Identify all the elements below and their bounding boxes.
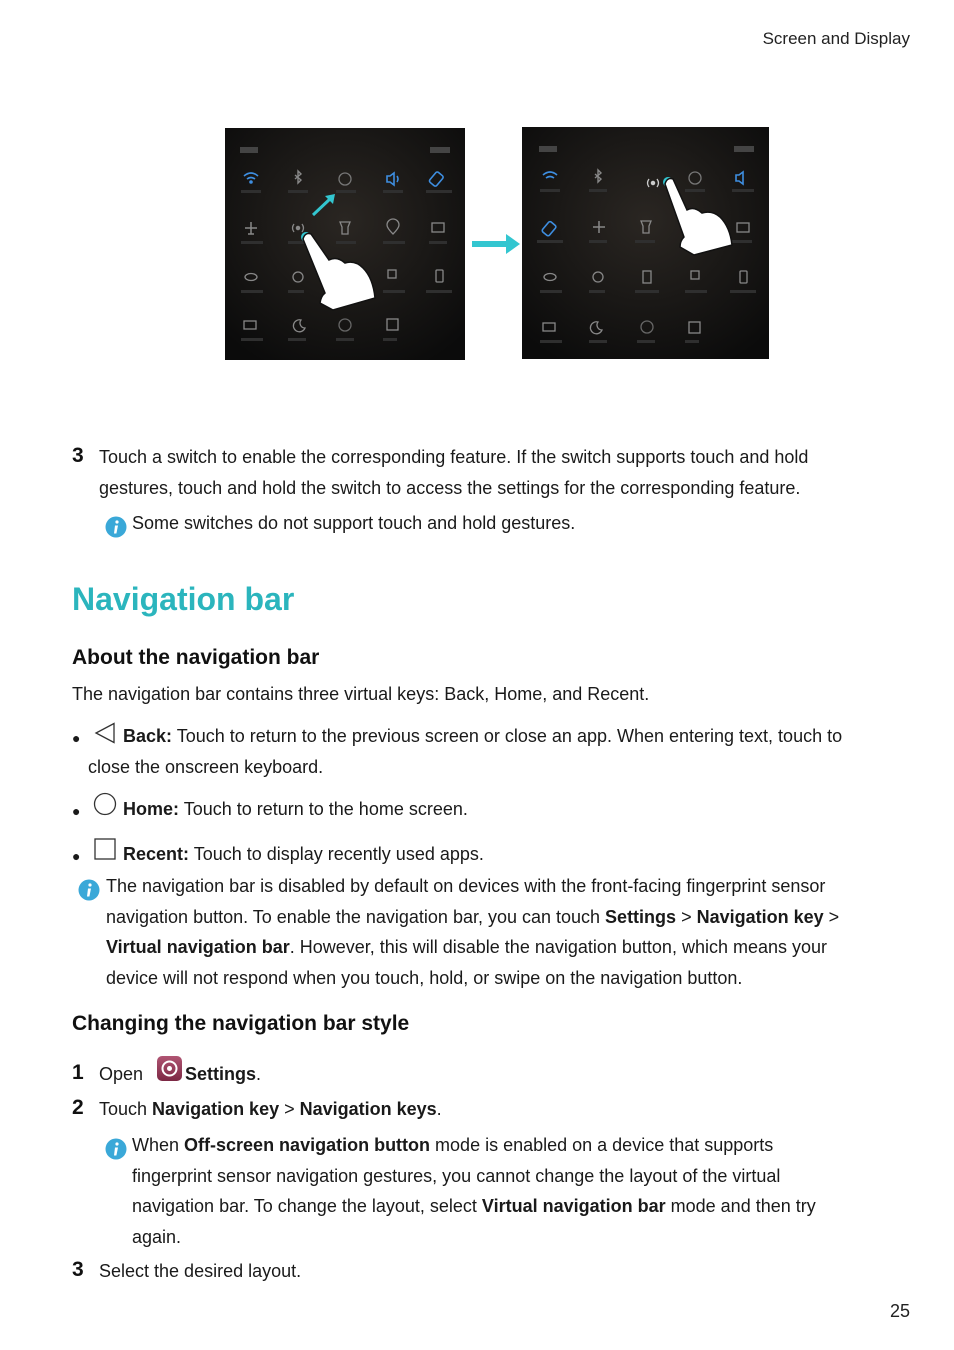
note-text: navigation button. To enable the navigation bar, you can touch — [106, 906, 606, 927]
step-1-text — [99, 1059, 143, 1090]
bullet-recent — [123, 839, 484, 870]
note-line — [132, 1191, 902, 1222]
step-3-line: Touch a switch to enable the corresponding feature. If the switch supports touch and hold — [99, 447, 809, 467]
step-text: . — [256, 1064, 262, 1084]
bullet-text: close the onscreen keyboard. — [88, 757, 324, 777]
step-3-layout-text: Select the desired layout. — [99, 1261, 302, 1281]
toggles-screenshot-before — [225, 128, 465, 360]
bullet-text: Touch to return to the home screen. — [183, 799, 468, 819]
subsection-heading: About the navigation bar — [72, 646, 320, 669]
step-number: 3 — [72, 1258, 84, 1281]
transition-arrow-icon — [470, 232, 522, 256]
home-key-icon — [93, 792, 117, 821]
step-number: 2 — [72, 1096, 84, 1119]
info-icon — [105, 516, 127, 538]
note-text: . However, this will disable the navigation button, which means your — [289, 937, 828, 957]
offscreen-mode-label: Off-screen navigation button — [184, 1135, 431, 1155]
bullet-back — [123, 721, 842, 752]
back-key-icon — [94, 722, 118, 749]
note-line: again. — [132, 1226, 182, 1247]
path-separator: > — [676, 906, 697, 927]
info-icon — [78, 879, 100, 901]
navigation-note — [106, 871, 906, 993]
path-separator: > — [823, 906, 840, 927]
intro-text: The navigation bar contains three virtual keys: Back, Home, and Recent. — [72, 684, 650, 704]
note-text: When — [132, 1135, 185, 1155]
navkey-path: Navigation key — [152, 1099, 280, 1119]
step-text: Touch — [99, 1099, 153, 1119]
recent-key-icon — [94, 838, 116, 865]
section-title: Navigation bar — [72, 581, 295, 617]
toggles-screenshot-after — [522, 127, 769, 359]
page-number: 25 — [889, 1301, 910, 1321]
note-line — [132, 1130, 902, 1161]
virtual-nav-label: Virtual navigation bar — [481, 1196, 666, 1216]
note-line: device will not respond when you touch, hold, or swipe on the navigation button. — [106, 967, 743, 988]
status-blur — [240, 147, 258, 153]
status-blur — [430, 147, 450, 153]
bullet-dot: ● — [72, 848, 81, 864]
step-2-note — [132, 1130, 902, 1252]
running-header: Screen and Display — [762, 29, 910, 48]
note-line — [106, 902, 906, 933]
bullet-home — [123, 794, 468, 825]
path-separator: > — [279, 1099, 300, 1119]
settings-app-icon — [157, 1056, 182, 1081]
bullet-label: Recent: — [123, 844, 190, 864]
subsection-heading: Changing the navigation bar style — [72, 1012, 410, 1035]
bullet-label: Home: — [123, 799, 180, 819]
note-line: fingerprint sensor navigation gestures, you cannot change the layout of the virtual — [132, 1165, 781, 1186]
note-line — [106, 932, 906, 963]
note-text: Some switches do not support touch and hold gestures. — [132, 513, 576, 533]
step-text: . — [436, 1099, 442, 1119]
step-1-settings — [185, 1059, 261, 1090]
settings-path: Settings — [605, 906, 677, 927]
bullet-text: Touch to return to the previous screen or close an app. When entering text, touch to — [176, 726, 843, 746]
navkey-path: Navigation key — [696, 906, 824, 927]
navkeys-path: Navigation keys — [299, 1099, 437, 1119]
step-2-text — [99, 1094, 442, 1125]
info-icon — [105, 1138, 127, 1160]
note-text: mode and then try — [665, 1196, 816, 1216]
virtual-nav-path: Virtual navigation bar — [106, 937, 290, 957]
step-3-line: gestures, touch and hold the switch to access the settings for the corresponding feature. — [99, 477, 801, 498]
step-text: Open — [99, 1064, 144, 1084]
settings-label: Settings — [185, 1064, 257, 1084]
step-number: 1 — [72, 1061, 84, 1084]
bullet-text: Touch to display recently used apps. — [193, 844, 484, 864]
note-text: mode is enabled on a device that supports — [430, 1135, 774, 1155]
bullet-label: Back: — [123, 726, 173, 746]
step-number: 3 — [72, 444, 84, 467]
bullet-dot: ● — [72, 730, 81, 746]
step-3-text — [99, 442, 899, 503]
note-text: navigation bar. To change the layout, select — [132, 1196, 482, 1216]
bullet-dot: ● — [72, 803, 81, 819]
note-line: The navigation bar is disabled by default on devices with the front-facing fingerprint sensor — [106, 876, 826, 896]
